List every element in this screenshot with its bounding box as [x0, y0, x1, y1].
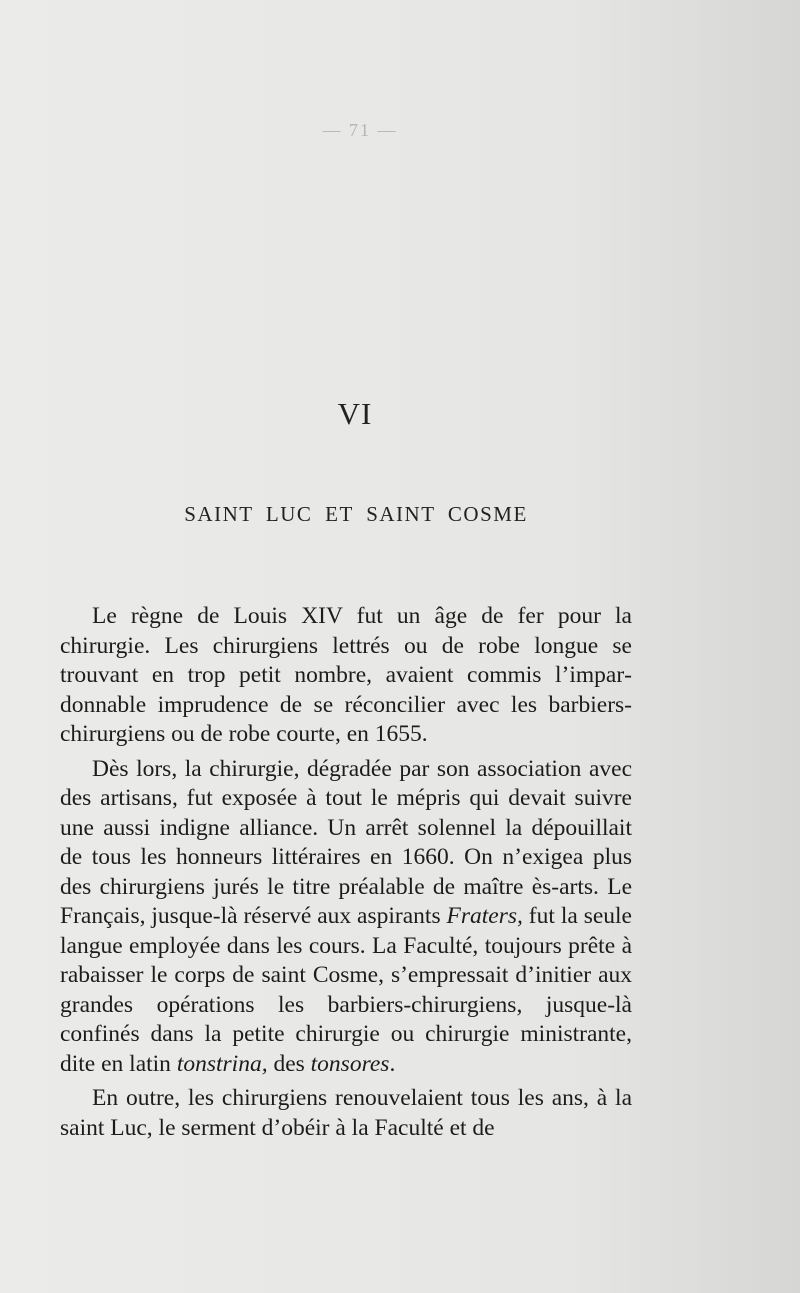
chapter-title: SAINT LUC ET SAINT COSME	[184, 502, 528, 526]
italic-fraters: Fraters,	[446, 903, 523, 929]
paragraph-1: Le règne de Louis XIV fut un âge de fer pour la chirurgie. Les chirurgiens lettrés ou de robe longue se trouvant en trop petit nombre, avaient commis l’impardonnable imprudence de se réconcilier avec les barbiers-chirurgiens ou de robe courte, en 1655.	[60, 603, 632, 747]
chapter-number: VI	[337, 396, 373, 431]
page-number: — 71 —	[322, 120, 398, 140]
body-text	[60, 602, 632, 1148]
paragraph-2-text-3: des	[267, 1050, 311, 1077]
paragraph-2-text-2: fut la seule langue employée dans les cours. La Faculté, toujours prête à rabaisser le corps de saint Cosme, s’empressait d’initier aux grandes opérations les barbiers-chirurgiens, jusque-là confinés dans la petite chirurgie ou chirurgie ministrante, dite en latin	[60, 903, 632, 1077]
italic-tonstrina: tonstrina,	[176, 1050, 268, 1077]
paragraph-2-text-4: .	[389, 1050, 396, 1077]
paragraph-2-text-1: Dès lors, la chirurgie, dégradée par son association avec des artisans, fut exposée à tout le mépris qui devait suivre une aussi indigne alliance. Un arrêt solennel la dépouillait de tous les honneurs littéraires en 1660. On n’exigea plus des chirurgiens jurés le titre préalable de maître ès-arts. Le Français, jusque-là réservé aux aspirants	[60, 755, 632, 929]
italic-tonsores: tonsores	[310, 1050, 390, 1077]
paragraph-2	[60, 755, 632, 1080]
paragraph-3: En outre, les chirurgiens renouvelaient tous les ans, à la saint Luc, le serment d’obéir à la Faculté et de	[60, 1085, 632, 1141]
